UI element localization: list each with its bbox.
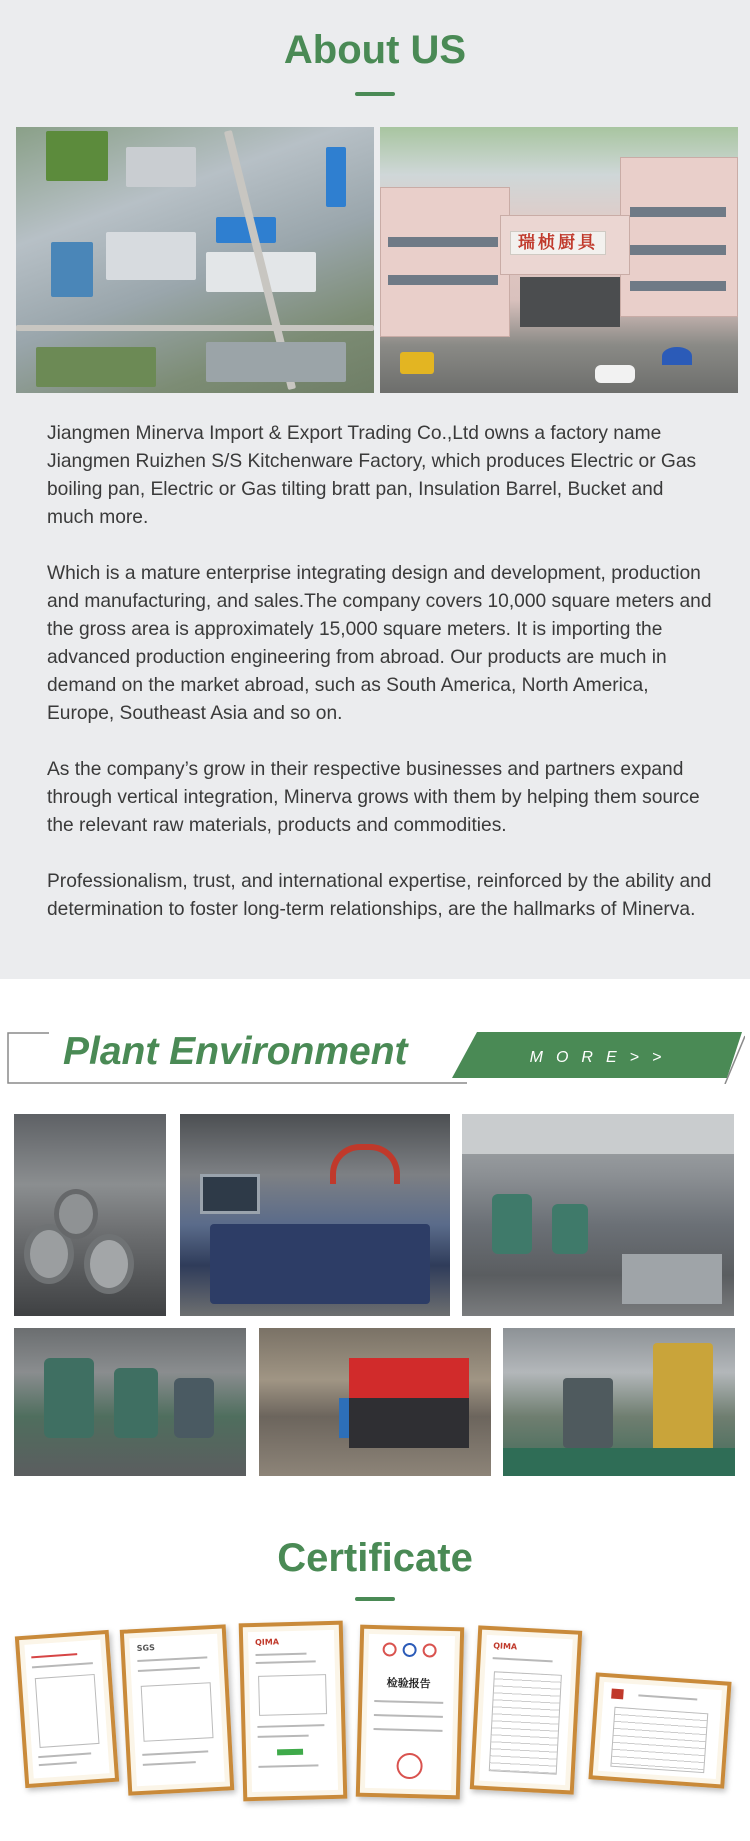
about-paragraph-1: Jiangmen Minerva Import & Export Trading Co.,Ltd owns a factory name Jiangmen Ruizhen S/S Kitchenware Factory, which produces Electric or Gas boiling pan, Electric or Gas tilting bratt pan, Insulation Barrel, Bucket and much more. xyxy=(47,423,697,528)
plant-photo-workshop xyxy=(462,1114,734,1316)
text-line xyxy=(257,1724,324,1728)
press-brake xyxy=(349,1358,469,1398)
laser-machine xyxy=(210,1224,430,1304)
building-right xyxy=(620,157,738,317)
steel-coil xyxy=(84,1234,134,1294)
text-line xyxy=(374,1714,443,1718)
about-title: About US xyxy=(283,28,467,72)
text-line xyxy=(492,1657,552,1662)
about-paragraph-4: Professionalism, trust, and international expertise, reinforced by the ability and determination to foster long-term relationships, are the hallmarks of Minerva. xyxy=(47,871,712,920)
cert-header: QIMA xyxy=(492,1641,518,1652)
text-line xyxy=(32,1662,93,1668)
cert-header: 检验报告 xyxy=(386,1676,431,1691)
building-left xyxy=(380,187,510,337)
logo-seal xyxy=(422,1643,436,1657)
forklift xyxy=(400,352,434,374)
press-machine xyxy=(44,1358,94,1438)
green-roof xyxy=(46,131,108,181)
text-line xyxy=(255,1653,307,1656)
plant-photo-press-machines xyxy=(14,1328,246,1476)
text-line xyxy=(374,1700,443,1704)
steel-coil xyxy=(54,1189,98,1239)
red-stamp xyxy=(396,1753,423,1780)
text-line xyxy=(137,1656,207,1662)
certificate-2[interactable] xyxy=(120,1624,235,1795)
window-row xyxy=(388,237,498,247)
cert-table xyxy=(258,1674,328,1716)
certificate-paper xyxy=(248,1630,338,1792)
certificate-6[interactable] xyxy=(588,1672,731,1788)
press-machine xyxy=(114,1368,158,1438)
blue-roof xyxy=(326,147,346,207)
certificate-3[interactable] xyxy=(239,1621,348,1802)
title-underline xyxy=(355,1597,395,1601)
window-row xyxy=(630,245,726,255)
factory-aerial-photo xyxy=(16,127,374,393)
roof-block xyxy=(206,342,346,382)
cert-header: QIMA xyxy=(254,1637,280,1647)
press-machine xyxy=(174,1378,214,1438)
certificate-title: Certificate xyxy=(277,1536,473,1580)
more-button[interactable]: MORE>> xyxy=(529,1049,675,1066)
about-description xyxy=(47,420,712,952)
roof-block xyxy=(106,232,196,280)
certificate-4[interactable] xyxy=(356,1625,464,1800)
plant-photo-bending-machine xyxy=(259,1328,491,1476)
roof-block xyxy=(126,147,196,187)
text-line xyxy=(143,1761,196,1766)
press-machine xyxy=(563,1378,613,1448)
certificate-1[interactable] xyxy=(15,1630,119,1788)
certificate-paper xyxy=(24,1640,109,1779)
car xyxy=(595,365,635,383)
blue-roof xyxy=(51,242,93,297)
road xyxy=(16,325,374,331)
plant-photo-laser-cutter xyxy=(180,1114,450,1316)
certificate-5[interactable] xyxy=(470,1625,582,1794)
green-floor xyxy=(503,1448,735,1476)
cert-table xyxy=(610,1707,708,1773)
text-line xyxy=(258,1764,318,1768)
window-row xyxy=(388,275,498,285)
plant-environment-banner xyxy=(0,1020,750,1090)
gate xyxy=(520,277,620,327)
ceiling xyxy=(462,1114,734,1154)
plant-photo-coils xyxy=(14,1114,166,1316)
logo xyxy=(611,1689,624,1700)
title-underline xyxy=(355,92,395,96)
about-paragraph-3: As the company’s grow in their respective businesses and partners expand through vertical integration, Minerva grows with them by helping them source the relevant raw materials, products and commodities. xyxy=(47,759,700,836)
text-line xyxy=(138,1667,200,1672)
hydraulic-press xyxy=(653,1343,713,1453)
press-brake-base xyxy=(349,1398,469,1448)
text-line xyxy=(31,1653,77,1658)
factory-front-photo xyxy=(380,127,738,393)
press-machine xyxy=(552,1204,588,1254)
text-line xyxy=(39,1761,77,1766)
factory-sign: 瑞桢厨具 xyxy=(510,231,606,255)
logo-seal xyxy=(402,1643,416,1657)
cert-table xyxy=(488,1671,562,1774)
cert-table xyxy=(34,1674,100,1748)
umbrella xyxy=(662,347,692,365)
robot-arm xyxy=(330,1144,400,1184)
worker xyxy=(339,1398,349,1438)
press-machine xyxy=(492,1194,532,1254)
about-paragraph-2: Which is a mature enterprise integrating design and development, production and manufacturing, and sales.The company covers 10,000 square meters and the gross area is approximately 15,000 square meters. It is importing the advanced production engineering from abroad. Our products are much in demand on the market abroad, such as South America, North America, Europe, Southeast Asia and so on. xyxy=(47,563,712,724)
logo-seal xyxy=(382,1642,396,1656)
control-screen xyxy=(200,1174,260,1214)
text-line xyxy=(142,1750,208,1755)
cert-table xyxy=(140,1682,213,1742)
pass-badge xyxy=(277,1749,303,1756)
window-row xyxy=(630,207,726,217)
certificate-paper xyxy=(129,1634,225,1786)
text-line xyxy=(38,1752,91,1758)
cert-header: SGS xyxy=(136,1643,156,1654)
text-line xyxy=(258,1735,310,1738)
text-line xyxy=(373,1728,442,1732)
green-field xyxy=(36,347,156,387)
certificate-paper xyxy=(598,1682,722,1779)
window-row xyxy=(630,281,726,291)
metal-parts xyxy=(622,1254,722,1304)
certificate-paper xyxy=(365,1634,455,1790)
certificate-paper xyxy=(479,1635,573,1785)
plant-photo-hydraulic-press xyxy=(503,1328,735,1476)
plant-environment-title: Plant Environment xyxy=(63,1030,408,1073)
text-line xyxy=(256,1660,316,1664)
text-line xyxy=(639,1694,698,1700)
